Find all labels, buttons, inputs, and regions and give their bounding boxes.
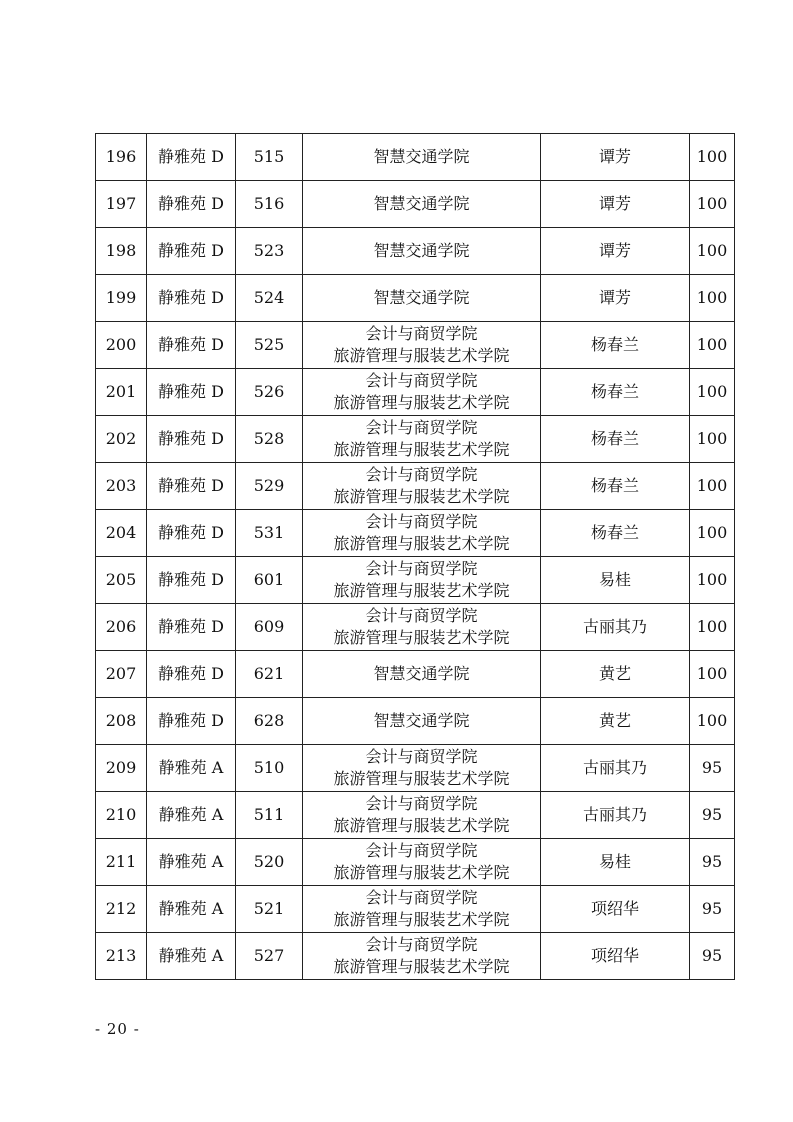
row-number-cell: 209: [96, 745, 147, 792]
department-cell: [303, 134, 541, 181]
person-cell: 杨春兰: [541, 463, 690, 510]
building-cell: 静雅苑 A: [147, 933, 236, 980]
department-cell: [303, 463, 541, 510]
table-row: [96, 463, 735, 510]
department-line: 会计与商贸学院: [365, 606, 478, 625]
department-line: 旅游管理与服装艺术学院: [333, 346, 510, 365]
score-cell: 95: [690, 792, 735, 839]
building-cell: 静雅苑 D: [147, 275, 236, 322]
table-row: [96, 698, 735, 745]
room-cell: 609: [236, 604, 303, 651]
building-cell: 静雅苑 A: [147, 745, 236, 792]
room-cell: 510: [236, 745, 303, 792]
department-line: 旅游管理与服装艺术学院: [333, 487, 510, 506]
room-cell: 525: [236, 322, 303, 369]
person-cell: 古丽其乃: [541, 792, 690, 839]
person-cell: 杨春兰: [541, 510, 690, 557]
department-cell: [303, 181, 541, 228]
table-row: [96, 416, 735, 463]
row-number-cell: 207: [96, 651, 147, 698]
room-cell: 628: [236, 698, 303, 745]
score-cell: 95: [690, 745, 735, 792]
department-cell: [303, 933, 541, 980]
department-cell: [303, 322, 541, 369]
table-row: [96, 322, 735, 369]
row-number-cell: 212: [96, 886, 147, 933]
row-number-cell: 204: [96, 510, 147, 557]
row-number-cell: 206: [96, 604, 147, 651]
room-cell: 601: [236, 557, 303, 604]
department-line: 会计与商贸学院: [365, 841, 478, 860]
table-row: [96, 134, 735, 181]
department-line: 旅游管理与服装艺术学院: [333, 769, 510, 788]
table-row: [96, 275, 735, 322]
person-cell: 谭芳: [541, 134, 690, 181]
room-cell: 621: [236, 651, 303, 698]
score-cell: 100: [690, 181, 735, 228]
department-line: 旅游管理与服装艺术学院: [333, 628, 510, 647]
room-cell: 531: [236, 510, 303, 557]
person-cell: 古丽其乃: [541, 604, 690, 651]
person-cell: 古丽其乃: [541, 745, 690, 792]
row-number-cell: 208: [96, 698, 147, 745]
department-cell: [303, 510, 541, 557]
department-line: 旅游管理与服装艺术学院: [333, 863, 510, 882]
row-number-cell: 205: [96, 557, 147, 604]
score-cell: 100: [690, 698, 735, 745]
room-cell: 516: [236, 181, 303, 228]
department-cell: [303, 369, 541, 416]
row-number-cell: 213: [96, 933, 147, 980]
score-cell: 95: [690, 886, 735, 933]
row-number-cell: 199: [96, 275, 147, 322]
score-cell: 100: [690, 322, 735, 369]
room-cell: 529: [236, 463, 303, 510]
table-row: [96, 651, 735, 698]
table-row: [96, 510, 735, 557]
building-cell: 静雅苑 A: [147, 792, 236, 839]
room-cell: 528: [236, 416, 303, 463]
person-cell: 谭芳: [541, 228, 690, 275]
department-cell: [303, 792, 541, 839]
person-cell: 易桂: [541, 839, 690, 886]
building-cell: 静雅苑 A: [147, 839, 236, 886]
department-cell: [303, 651, 541, 698]
row-number-cell: 197: [96, 181, 147, 228]
room-cell: 523: [236, 228, 303, 275]
room-cell: 515: [236, 134, 303, 181]
department-cell: [303, 275, 541, 322]
table-row: [96, 369, 735, 416]
department-line: 旅游管理与服装艺术学院: [333, 816, 510, 835]
department-line: 旅游管理与服装艺术学院: [333, 957, 510, 976]
building-cell: 静雅苑 A: [147, 886, 236, 933]
person-cell: 杨春兰: [541, 322, 690, 369]
building-cell: 静雅苑 D: [147, 322, 236, 369]
department-cell: [303, 228, 541, 275]
building-cell: 静雅苑 D: [147, 416, 236, 463]
department-line: 智慧交通学院: [373, 711, 470, 730]
dormitory-score-table: [95, 133, 735, 980]
person-cell: 黄艺: [541, 698, 690, 745]
building-cell: 静雅苑 D: [147, 181, 236, 228]
table-row: [96, 886, 735, 933]
table-row: [96, 792, 735, 839]
score-cell: 100: [690, 651, 735, 698]
score-cell: 100: [690, 228, 735, 275]
department-cell: [303, 698, 541, 745]
row-number-cell: 201: [96, 369, 147, 416]
score-cell: 100: [690, 557, 735, 604]
department-line: 智慧交通学院: [373, 288, 470, 307]
department-cell: [303, 745, 541, 792]
table-row: [96, 745, 735, 792]
row-number-cell: 203: [96, 463, 147, 510]
department-line: 会计与商贸学院: [365, 465, 478, 484]
department-cell: [303, 886, 541, 933]
table-row: [96, 557, 735, 604]
room-cell: 520: [236, 839, 303, 886]
room-cell: 526: [236, 369, 303, 416]
person-cell: 项绍华: [541, 933, 690, 980]
table-row: [96, 181, 735, 228]
department-line: 会计与商贸学院: [365, 418, 478, 437]
score-cell: 100: [690, 510, 735, 557]
building-cell: 静雅苑 D: [147, 369, 236, 416]
department-line: 智慧交通学院: [373, 147, 470, 166]
department-line: 会计与商贸学院: [365, 512, 478, 531]
score-cell: 100: [690, 416, 735, 463]
row-number-cell: 200: [96, 322, 147, 369]
score-cell: 100: [690, 604, 735, 651]
score-cell: 95: [690, 933, 735, 980]
score-cell: 100: [690, 369, 735, 416]
building-cell: 静雅苑 D: [147, 651, 236, 698]
person-cell: 谭芳: [541, 181, 690, 228]
building-cell: 静雅苑 D: [147, 557, 236, 604]
table-row: [96, 228, 735, 275]
person-cell: 谭芳: [541, 275, 690, 322]
building-cell: 静雅苑 D: [147, 228, 236, 275]
department-cell: [303, 604, 541, 651]
department-line: 旅游管理与服装艺术学院: [333, 910, 510, 929]
table-row: [96, 604, 735, 651]
score-cell: 100: [690, 134, 735, 181]
department-cell: [303, 839, 541, 886]
room-cell: 521: [236, 886, 303, 933]
building-cell: 静雅苑 D: [147, 134, 236, 181]
department-line: 会计与商贸学院: [365, 371, 478, 390]
department-line: 旅游管理与服装艺术学院: [333, 581, 510, 600]
page-number: - 20 -: [95, 1020, 140, 1038]
department-line: 智慧交通学院: [373, 194, 470, 213]
score-cell: 100: [690, 463, 735, 510]
row-number-cell: 202: [96, 416, 147, 463]
department-line: 会计与商贸学院: [365, 888, 478, 907]
room-cell: 527: [236, 933, 303, 980]
table-row: [96, 933, 735, 980]
department-line: 智慧交通学院: [373, 664, 470, 683]
person-cell: 项绍华: [541, 886, 690, 933]
score-cell: 95: [690, 839, 735, 886]
room-cell: 511: [236, 792, 303, 839]
person-cell: 杨春兰: [541, 369, 690, 416]
department-line: 旅游管理与服装艺术学院: [333, 440, 510, 459]
row-number-cell: 211: [96, 839, 147, 886]
row-number-cell: 210: [96, 792, 147, 839]
department-line: 会计与商贸学院: [365, 747, 478, 766]
department-line: 会计与商贸学院: [365, 935, 478, 954]
department-line: 会计与商贸学院: [365, 559, 478, 578]
room-cell: 524: [236, 275, 303, 322]
department-line: 会计与商贸学院: [365, 324, 478, 343]
score-cell: 100: [690, 275, 735, 322]
department-cell: [303, 557, 541, 604]
person-cell: 易桂: [541, 557, 690, 604]
building-cell: 静雅苑 D: [147, 604, 236, 651]
department-line: 智慧交通学院: [373, 241, 470, 260]
department-cell: [303, 416, 541, 463]
person-cell: 杨春兰: [541, 416, 690, 463]
building-cell: 静雅苑 D: [147, 698, 236, 745]
department-line: 会计与商贸学院: [365, 794, 478, 813]
department-line: 旅游管理与服装艺术学院: [333, 534, 510, 553]
building-cell: 静雅苑 D: [147, 510, 236, 557]
person-cell: 黄艺: [541, 651, 690, 698]
table-row: [96, 839, 735, 886]
table-body: [96, 134, 735, 980]
row-number-cell: 198: [96, 228, 147, 275]
row-number-cell: 196: [96, 134, 147, 181]
building-cell: 静雅苑 D: [147, 463, 236, 510]
department-line: 旅游管理与服装艺术学院: [333, 393, 510, 412]
